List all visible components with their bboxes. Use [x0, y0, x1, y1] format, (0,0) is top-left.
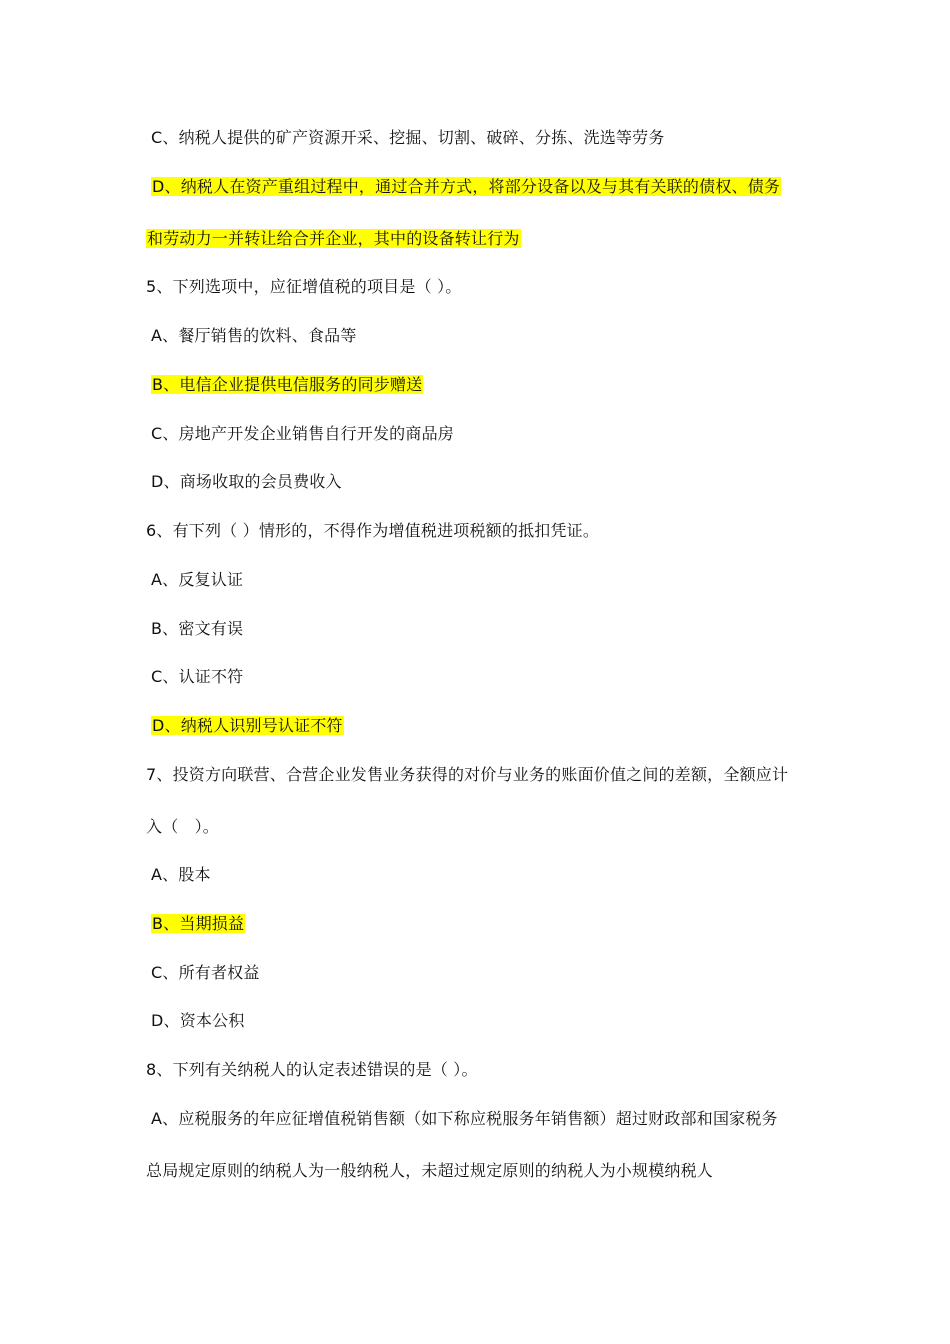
- question-6: 6、有下列（ ）情形的，不得作为增值税进项税额的抵扣凭证。: [146, 521, 600, 540]
- question-7-line1: 7、投资方向联营、合营企业发售业务获得的对价与业务的账面价值之间的差额，全额应计: [146, 765, 789, 784]
- option-c-q5: C、房地产开发企业销售自行开发的商品房: [151, 424, 454, 443]
- option-d-q5: D、商场收取的会员费收入: [151, 472, 342, 491]
- option-b-q5: B、电信企业提供电信服务的同步赠送: [152, 375, 423, 394]
- option-b-q6: B、密文有误: [151, 619, 244, 638]
- option-d-q7: D、资本公积: [151, 1011, 245, 1030]
- option-d-q4-line1: D、纳税人在资产重组过程中，通过合并方式，将部分设备以及与其有关联的债权、债务: [152, 177, 781, 196]
- question-8: 8、下列有关纳税人的认定表述错误的是（ ）。: [146, 1060, 478, 1079]
- option-c-q4: C、纳税人提供的矿产资源开采、挖掘、切割、破碎、分拣、洗选等劳务: [151, 128, 665, 147]
- question-5: 5、下列选项中，应征增值税的项目是（ ）。: [146, 277, 462, 296]
- option-a-q6: A、反复认证: [151, 570, 244, 589]
- option-a-q5: A、餐厅销售的饮料、食品等: [151, 326, 357, 345]
- option-c-q7: C、所有者权益: [151, 963, 260, 982]
- option-a-q8-line1: A、应税服务的年应征增值税销售额（如下称应税服务年销售额）超过财政部和国家税务: [151, 1109, 778, 1128]
- option-d-q4-line2: 和劳动力一并转让给合并企业，其中的设备转让行为: [147, 229, 520, 248]
- option-d-q6: D、纳税人识别号认证不符: [152, 716, 343, 735]
- option-b-q7: B、当期损益: [152, 914, 245, 933]
- option-a-q7: A、股本: [151, 865, 211, 884]
- option-c-q6: C、认证不符: [151, 667, 244, 686]
- question-7-line2: 入（ ）。: [146, 817, 220, 836]
- option-a-q8-line2: 总局规定原则的纳税人为一般纳税人，未超过规定原则的纳税人为小规模纳税人: [146, 1161, 714, 1180]
